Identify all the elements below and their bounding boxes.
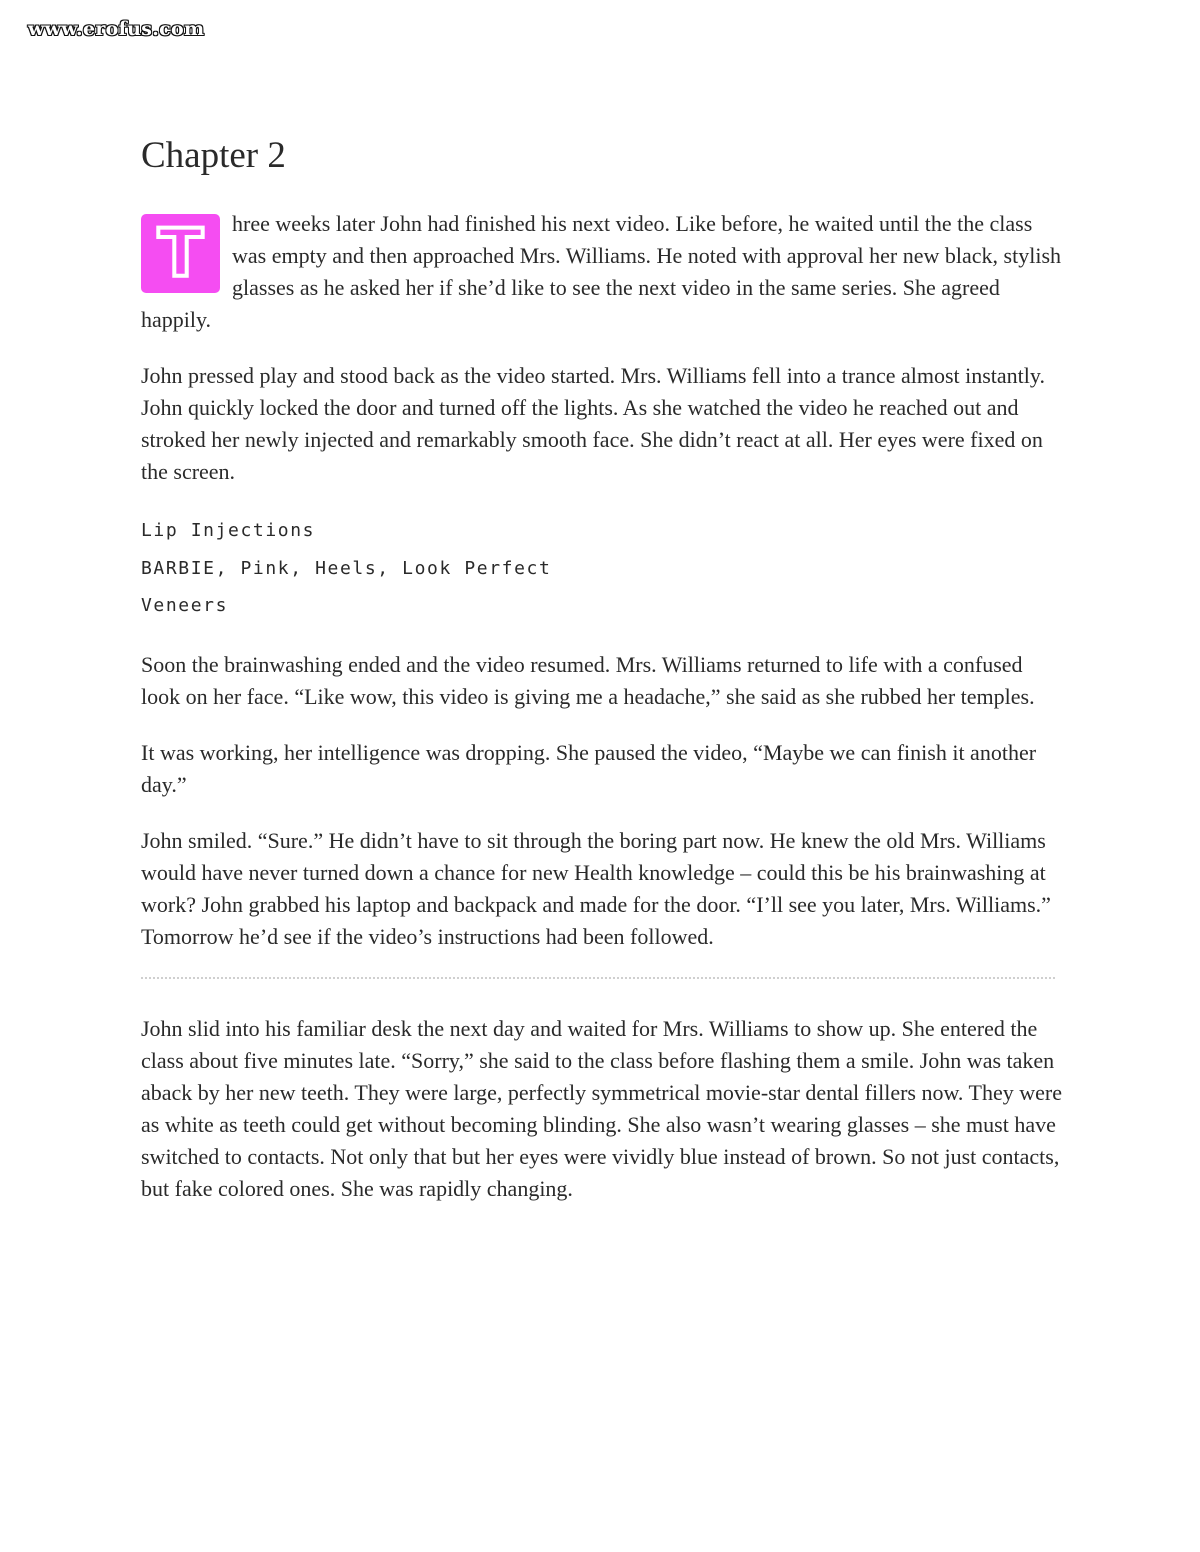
opening-paragraph-text: hree weeks later John had finished his next video. Like before, he waited until the the class was empty and then approached Mrs. Williams. He noted with approval her new black, stylish glasses as he asked her if she’d like to see the next video in the same series. She agreed happily. bbox=[141, 211, 1062, 332]
dropcap-box bbox=[141, 214, 220, 293]
document-body bbox=[141, 130, 1063, 1229]
chapter-title: Chapter 2 bbox=[141, 135, 286, 176]
dropcap-letter: T bbox=[157, 214, 204, 292]
paragraph: John pressed play and stood back as the video started. Mrs. Williams fell into a trance almost instantly. John quickly locked the door and turned off the lights. As she watched the video he reached out and stroked her newly injected and remarkably smooth face. She didn’t react at all. Her eyes were fixed on the screen. bbox=[141, 363, 1045, 484]
code-line: Veneers bbox=[141, 595, 229, 616]
code-line: BARBIE, Pink, Heels, Look Perfect bbox=[141, 557, 552, 579]
code-block bbox=[141, 512, 1063, 625]
watermark: www.erofus.com bbox=[28, 18, 205, 40]
paragraph: John smiled. “Sure.” He didn’t have to sit through the boring part now. He knew the old Mrs. Williams would have never turned down a chance for new Health knowledge – could this be his brainwashing at work? John grabbed his laptop and backpack and made for the door. “I’ll see you later, Mrs. Williams.” Tomorrow he’d see if the video’s instructions had been followed. bbox=[141, 827, 1051, 949]
code-line: Lip Injections bbox=[141, 520, 316, 541]
paragraph: Soon the brainwashing ended and the video resumed. Mrs. Williams returned to life with a confused look on her face. “Like wow, this video is giving me a headache,” she said as she rubbed her temples. bbox=[141, 651, 1035, 709]
opening-paragraph bbox=[141, 208, 1063, 336]
section-divider bbox=[141, 977, 1055, 979]
paragraph: It was working, her intelligence was dropping. She paused the video, “Maybe we can finish it another day.” bbox=[141, 739, 1037, 797]
paragraph: John slid into his familiar desk the next day and waited for Mrs. Williams to show up. She entered the class about five minutes late. “Sorry,” she said to the class before flashing them a smile. John was taken aback by her new teeth. They were large, perfectly symmetrical movie-star dental fillers now. They were as white as teeth could get without becoming blinding. She also wasn’t wearing glasses – she must have switched to contacts. Not only that but her eyes were vividly blue instead of brown. So not just contacts, but fake colored ones. She was rapidly changing. bbox=[141, 1015, 1062, 1201]
